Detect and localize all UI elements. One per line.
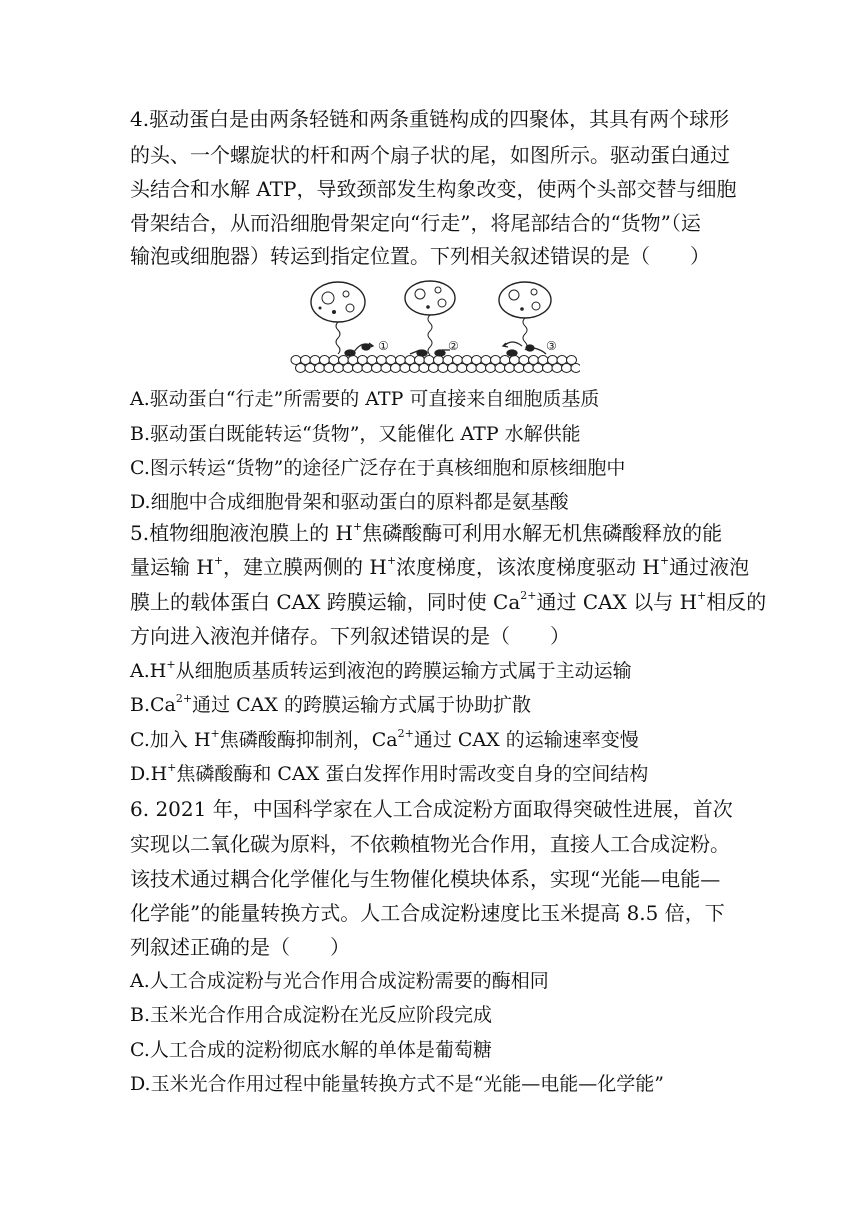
microtubule-bead — [305, 364, 315, 373]
q5-option-c: C.加入 H+焦磷酸酶抑制剂，$Ca^{2+}$通过 CAX 的运输速率变慢 — [130, 726, 639, 751]
microtubule-bead — [334, 364, 344, 373]
q6-stem-line-2: 实现以二氧化碳为原料，不依赖植物光合作用，直接人工合成淀粉。 — [130, 832, 730, 856]
q5-stem-line-3: 膜上的载体蛋白 CAX 跨膜运输，同时使 $Ca^{2+}$通过 CAX 以与 H+相反的 — [130, 589, 767, 614]
microtubule-bead — [315, 364, 325, 373]
q5-stem-line-2: 量运输 H+，建立膜两侧的 H+浓度梯度，该浓度梯度驱动 H+通过液泡 — [130, 554, 750, 579]
microtubule-bead — [467, 364, 477, 373]
microtubule-bead — [353, 364, 363, 373]
q4-option-b: B.驱动蛋白既能转运“货物”，又能催化 ATP 水解供能 — [130, 423, 581, 445]
q5-stem-line-4: 方向进入液泡并储存。下列叙述错误的是（ ） — [130, 624, 570, 648]
q6-option-d: D.玉米光合作用过程中能量转换方式不是“光能—电能—化学能” — [130, 1073, 665, 1095]
q5-stem-line-1: 5.植物细胞液泡膜上的 H+焦磷酸酶可利用水解无机焦磷酸释放的能 — [130, 520, 723, 545]
microtubule-bead — [486, 364, 496, 373]
microtubule-bead — [552, 364, 562, 373]
q6-option-c: C.人工合成的淀粉彻底水解的单体是葡萄糖 — [130, 1039, 492, 1061]
microtubule-bead — [372, 364, 382, 373]
q6-stem-line-3: 该技术通过耦合化学催化与生物催化模块体系，实现“光能—电能— — [130, 867, 721, 891]
cargo-vesicle-1 — [311, 282, 365, 354]
q5-option-a: A.H+从细胞质基质转运到液泡的跨膜运输方式属于主动运输 — [130, 657, 632, 682]
microtubule-bead — [514, 364, 524, 373]
microtubule-bead — [571, 364, 580, 373]
microtubule-bead — [505, 364, 515, 373]
microtubule-bead — [543, 364, 553, 373]
q6-stem-line-1: 6. 2021 年，中国科学家在人工合成淀粉方面取得突破性进展，首次 — [130, 797, 733, 821]
q4-stem-line-3: 头结合和水解 ATP，导致颈部发生构象改变，使两个头部交替与细胞 — [130, 177, 737, 201]
microtubule-bead — [381, 364, 391, 373]
q4-stem-line-1: 4.驱动蛋白是由两条轻链和两条重链构成的四聚体，其具有两个球形 — [130, 107, 730, 131]
microtubule-bead — [324, 364, 334, 373]
kinesin-figure — [290, 280, 580, 376]
q4-option-d: D.细胞中合成细胞骨架和驱动蛋白的原料都是氨基酸 — [130, 491, 569, 513]
microtubule-bead — [438, 364, 448, 373]
microtubule-bead — [391, 364, 401, 373]
kinesin-heads — [345, 342, 546, 356]
q4-stem-line-4: 骨架结合，从而沿细胞骨架定向“行走”，将尾部结合的“货物”（运 — [130, 211, 701, 235]
q4-stem-line-2: 的头、一个螺旋状的杆和两个扇子状的尾，如图所示。驱动蛋白通过 — [130, 143, 730, 167]
q4-option-a: A.驱动蛋白“行走”所需要的 ATP 可直接来自细胞质基质 — [130, 388, 600, 410]
q4-option-c: C.图示转运“货物”的途径广泛存在于真核细胞和原核细胞中 — [130, 457, 626, 479]
q5-option-d: D.H+焦磷酸酶和 CAX 蛋白发挥作用时需改变自身的空间结构 — [130, 760, 649, 785]
microtubule-bead — [419, 364, 429, 373]
microtubule-bead — [533, 364, 543, 373]
microtubule-bead — [343, 364, 353, 373]
microtubule-bead — [362, 364, 372, 373]
microtubule-bead — [495, 364, 505, 373]
microtubule — [291, 356, 580, 373]
q6-option-a: A.人工合成淀粉与光合作用合成淀粉需要的酶相同 — [130, 970, 549, 992]
microtubule-bead — [524, 364, 534, 373]
q5-option-b: $B.Ca^{2+}$通过 CAX 的跨膜运输方式属于协助扩散 — [130, 691, 531, 716]
cargo-vesicle-3 — [499, 282, 551, 350]
q6-stem-line-4: 化学能”的能量转换方式。人工合成淀粉速度比玉米提高 8.5 倍，下 — [130, 901, 725, 925]
microtubule-bead — [476, 364, 486, 373]
q6-option-b: B.玉米光合作用合成淀粉在光反应阶段完成 — [130, 1004, 493, 1026]
microtubule-bead — [400, 364, 410, 373]
microtubule-bead — [562, 364, 572, 373]
figure-label-3: ③ — [546, 339, 557, 353]
microtubule-bead — [448, 364, 458, 373]
q6-stem-line-5: 列叙述正确的是（ ） — [130, 935, 350, 959]
figure-label-1: ① — [378, 339, 389, 353]
q4-stem-line-5: 输泡或细胞器）转运到指定位置。下列相关叙述错误的是（ ） — [130, 244, 710, 268]
microtubule-bead — [429, 364, 439, 373]
microtubule-bead — [410, 364, 420, 373]
figure-label-2: ② — [448, 339, 459, 353]
microtubule-bead — [296, 364, 306, 373]
microtubule-bead — [457, 364, 467, 373]
